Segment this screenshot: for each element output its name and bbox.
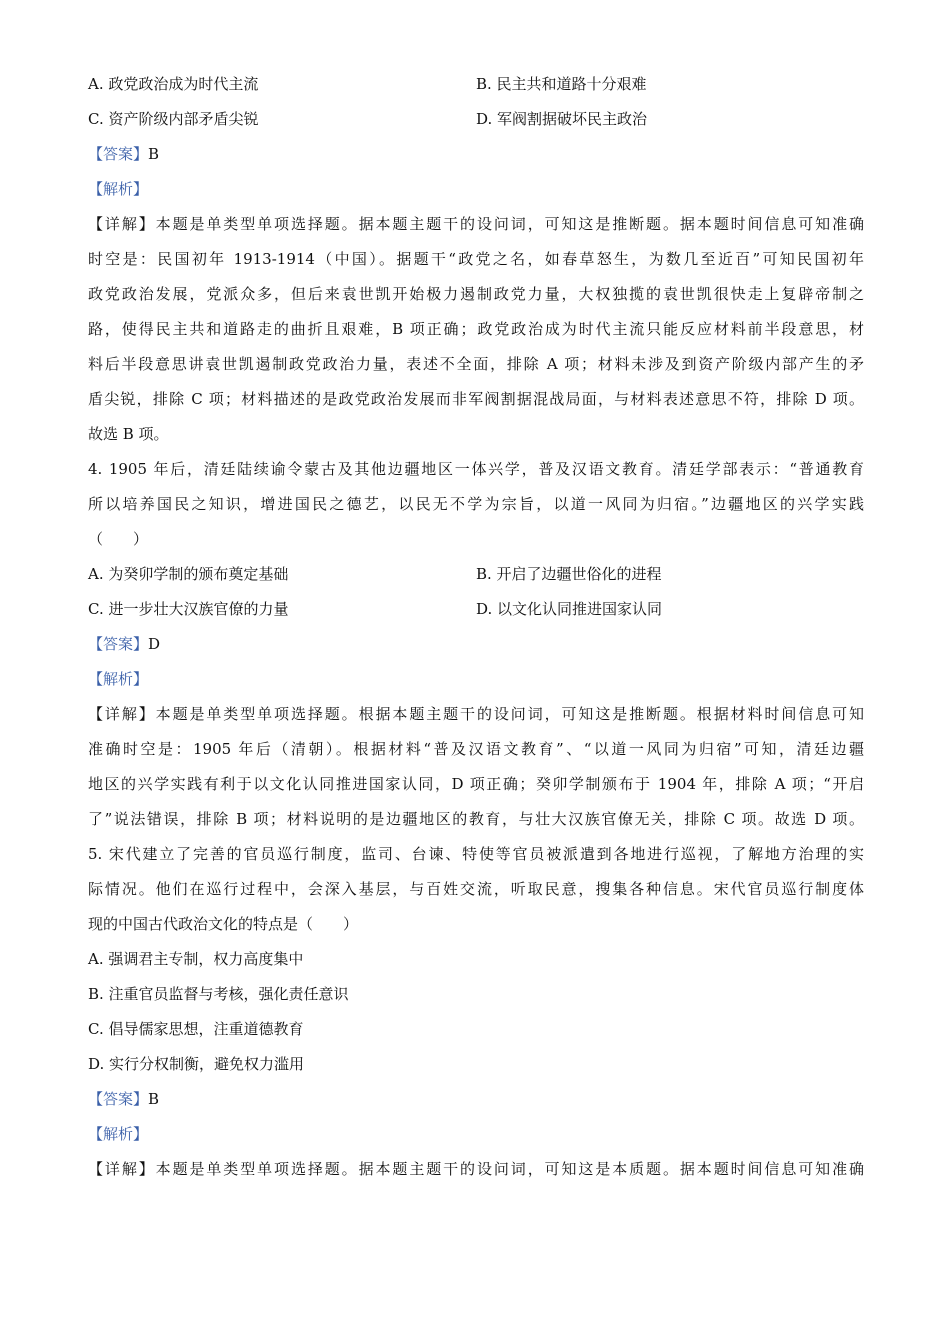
q3-options-row-2 xyxy=(88,109,864,144)
q4-detail-line-1 xyxy=(88,704,864,739)
q4-options-row-1 xyxy=(88,564,864,599)
q5-detail-text: 本题是单类型单项选择题。据本题主题干的设问词，可知这是本质题。据本题时间信息可知准确 xyxy=(155,1160,864,1178)
q3-option-d: D. 军阀割据破坏民主政治 xyxy=(476,110,648,128)
q3-detail-line-3: 政党政治发展，党派众多，但后来袁世凯开始极力遏制政党力量，大权独揽的袁世凯很快走上复辟帝制之 xyxy=(88,285,864,303)
q3-detail-tag: 【详解】 xyxy=(88,215,156,233)
q3-detail-line-4: 路，使得民主共和道路走的曲折且艰难，B 项正确；政党政治成为时代主流只能反应材料前半段意思，材 xyxy=(88,320,864,338)
q4-stem-line-1: 4. 1905 年后，清廷陆续谕令蒙古及其他边疆地区一体兴学，普及汉语文教育。清廷学部表示：“普通教育 xyxy=(88,460,864,478)
q3-option-a: A. 政党政治成为时代主流 xyxy=(88,75,259,93)
q4-option-c: C. 进一步壮大汉族官僚的力量 xyxy=(88,600,289,618)
q4-answer xyxy=(88,634,864,669)
q4-detail-tag: 【详解】 xyxy=(88,705,156,723)
q4-analysis-tag: 【解析】 xyxy=(88,670,149,688)
q4-options-row-2 xyxy=(88,599,864,634)
q3-options-row-1 xyxy=(88,74,864,109)
q3-detail-text: 本题是单类型单项选择题。据本题主题干的设问词，可知这是推断题。据本题时间信息可知准确 xyxy=(155,215,864,233)
q3-option-c: C. 资产阶级内部矛盾尖锐 xyxy=(88,110,259,128)
q3-analysis xyxy=(88,179,864,214)
document-page xyxy=(88,74,864,1194)
q3-detail-line-5: 料后半段意思讲袁世凯遏制政党政治力量，表述不全面，排除 A 项；材料未涉及到资产阶级内部产生的矛 xyxy=(88,355,864,373)
q3-detail-line-2: 时空是：民国初年 1913-1914（中国）。据题干“政党之名，如春草怒生，为数几至近百”可知民国初年 xyxy=(88,250,864,268)
q4-option-a: A. 为癸卯学制的颁布奠定基础 xyxy=(88,565,289,583)
q3-detail-line-1 xyxy=(88,214,864,249)
q4-stem-line-3: （ ） xyxy=(88,530,149,548)
q3-answer xyxy=(88,144,864,179)
q3-detail-line-6: 盾尖锐，排除 C 项；材料描述的是政党政治发展而非军阀割据混战局面，与材料表述意思不符，排除 D 项。 xyxy=(88,390,864,408)
q3-answer-value: B xyxy=(148,145,160,163)
q4-detail-line-4: 了”说法错误，排除 B 项；材料说明的是边疆地区的教育，与壮大汉族官僚无关，排除 C 项。故选 D 项。 xyxy=(88,810,864,828)
q3-detail-line-7: 故选 B 项。 xyxy=(88,425,169,443)
q4-detail-line-2: 准确时空是：1905 年后（清朝）。根据材料“普及汉语文教育”、“以道一风同为归宿”可知，清廷边疆 xyxy=(88,740,864,758)
q5-stem-line-2: 际情况。他们在巡行过程中，会深入基层，与百姓交流，听取民意，搜集各种信息。宋代官员巡行制度体 xyxy=(88,880,864,898)
q4-detail-text: 本题是单类型单项选择题。根据本题主题干的设问词，可知这是推断题。根据材料时间信息可知 xyxy=(155,705,864,723)
q5-stem-line-3: 现的中国古代政治文化的特点是（ ） xyxy=(88,915,359,933)
q3-analysis-tag: 【解析】 xyxy=(88,180,149,198)
q5-answer-value: B xyxy=(148,1090,160,1108)
q4-answer-tag: 【答案】 xyxy=(88,635,149,653)
q5-answer xyxy=(88,1089,864,1124)
q4-analysis xyxy=(88,669,864,704)
q4-option-b: B. 开启了边疆世俗化的进程 xyxy=(476,565,662,583)
q5-answer-tag: 【答案】 xyxy=(88,1090,149,1108)
q4-stem-line-2: 所以培养国民之知识，增进国民之德艺，以民无不学为宗旨，以道一风同为归宿。”边疆地区的兴学实践 xyxy=(88,495,864,513)
q5-stem-line-1: 5. 宋代建立了完善的官员巡行制度，监司、台谏、特使等官员被派遣到各地进行巡视，了解地方治理的实 xyxy=(88,845,864,863)
q5-detail-line-1 xyxy=(88,1159,864,1194)
q5-analysis-tag: 【解析】 xyxy=(88,1125,149,1143)
q4-answer-value: D xyxy=(148,635,161,653)
q5-detail-tag: 【详解】 xyxy=(88,1160,156,1178)
q5-option-a: A. 强调君主专制，权力高度集中 xyxy=(88,950,304,968)
q3-option-b: B. 民主共和道路十分艰难 xyxy=(476,75,647,93)
q5-option-c: C. 倡导儒家思想，注重道德教育 xyxy=(88,1020,304,1038)
q3-answer-tag: 【答案】 xyxy=(88,145,149,163)
q4-option-d: D. 以文化认同推进国家认同 xyxy=(476,600,663,618)
q5-option-d: D. 实行分权制衡，避免权力滥用 xyxy=(88,1055,305,1073)
q4-detail-line-3: 地区的兴学实践有利于以文化认同推进国家认同，D 项正确；癸卯学制颁布于 1904 年，排除 A 项；“开启 xyxy=(88,775,864,793)
q5-option-b: B. 注重官员监督与考核，强化责任意识 xyxy=(88,985,349,1003)
q5-analysis xyxy=(88,1124,864,1159)
